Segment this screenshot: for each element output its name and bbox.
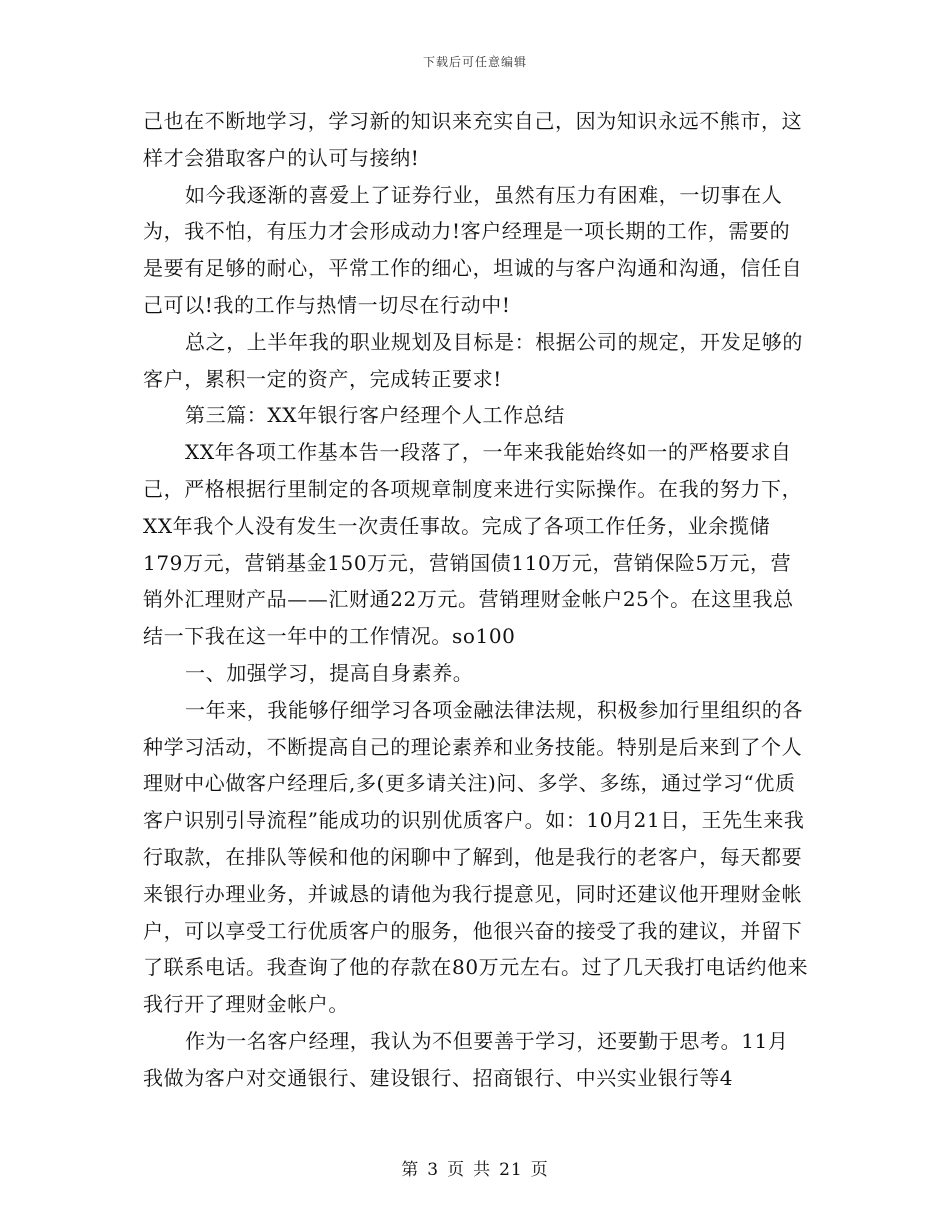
paragraph: 一年来，我能够仔细学习各项金融法律法规，积极参加行里组织的各种学习活动，不断提高自己的理论素养和业务技能。特别是后来到了个人理财中心做客户经理后,多(更多请关注)问、多学、多练，通过学习“优质客户识别引导流程”能成功的识别优质客户。如：10月21日，王先生来我行取款，在排队等候和他的闲聊中了解到，他是我行的老客户，每天都要来银行办理业务，并诚恳的请他为我行提意见，同时还建议他开理财金帐户，可以享受工行优质客户的服务，他很兴奋的接受了我的建议，并留下了联系电话。我查询了他的存款在80万元左右。过了几天我打电话约他来我行开了理财金帐户。: [143, 697, 809, 1017]
footer-page-number: 3: [427, 1160, 440, 1180]
footer-total-word: 共: [473, 1160, 492, 1180]
document-body: [143, 103, 809, 1097]
footer-page-word: 页: [447, 1160, 466, 1180]
subsection-heading: 一、加强学习，提高自身素养。: [185, 660, 474, 685]
paragraph: 如今我逐渐的喜爱上了证券行业，虽然有压力有困难，一切事在人为，我不怕，有压力才会形成动力!客户经理是一项长期的工作，需要的是要有足够的耐心，平常工作的细心，坦诚的与客户沟通和沟通，信任自己可以!我的工作与热情一切尽在行动中!: [143, 182, 803, 317]
paragraph: 总之，上半年我的职业规划及目标是：根据公司的规定，开发足够的客户，累积一定的资产，完成转正要求!: [143, 329, 803, 391]
paragraph: XX年各项工作基本告一段落了，一年来我能始终如一的严格要求自己，严格根据行里制定的各项规章制度来进行实际操作。在我的努力下，XX年我个人没有发生一次责任事故。完成了各项工作任务，业余揽储179万元，营销基金150万元，营销国债110万元，营销保险5万元，营销外汇理财产品——汇财通22万元。营销理财金帐户25个。在这里我总结一下我在这一年中的工作情况。so100: [143, 440, 803, 649]
footer-prefix: 第: [401, 1160, 420, 1180]
paragraph-continuation: 己也在不断地学习，学习新的知识来充实自己，因为知识永远不熊市，这样才会猎取客户的认可与接纳!: [143, 109, 803, 170]
section-heading: 第三篇：XX年银行客户经理个人工作总结: [185, 403, 565, 428]
footer-suffix: 页: [530, 1160, 549, 1180]
paragraph: 作为一名客户经理，我认为不但要善于学习，还要勤于思考。11月我做为客户对交通银行、建设银行、招商银行、中兴实业银行等4: [143, 1028, 789, 1090]
page-footer: [0, 1155, 950, 1180]
page-header: 下载后可任意编辑: [422, 55, 527, 69]
footer-total-pages: 21: [499, 1160, 523, 1180]
